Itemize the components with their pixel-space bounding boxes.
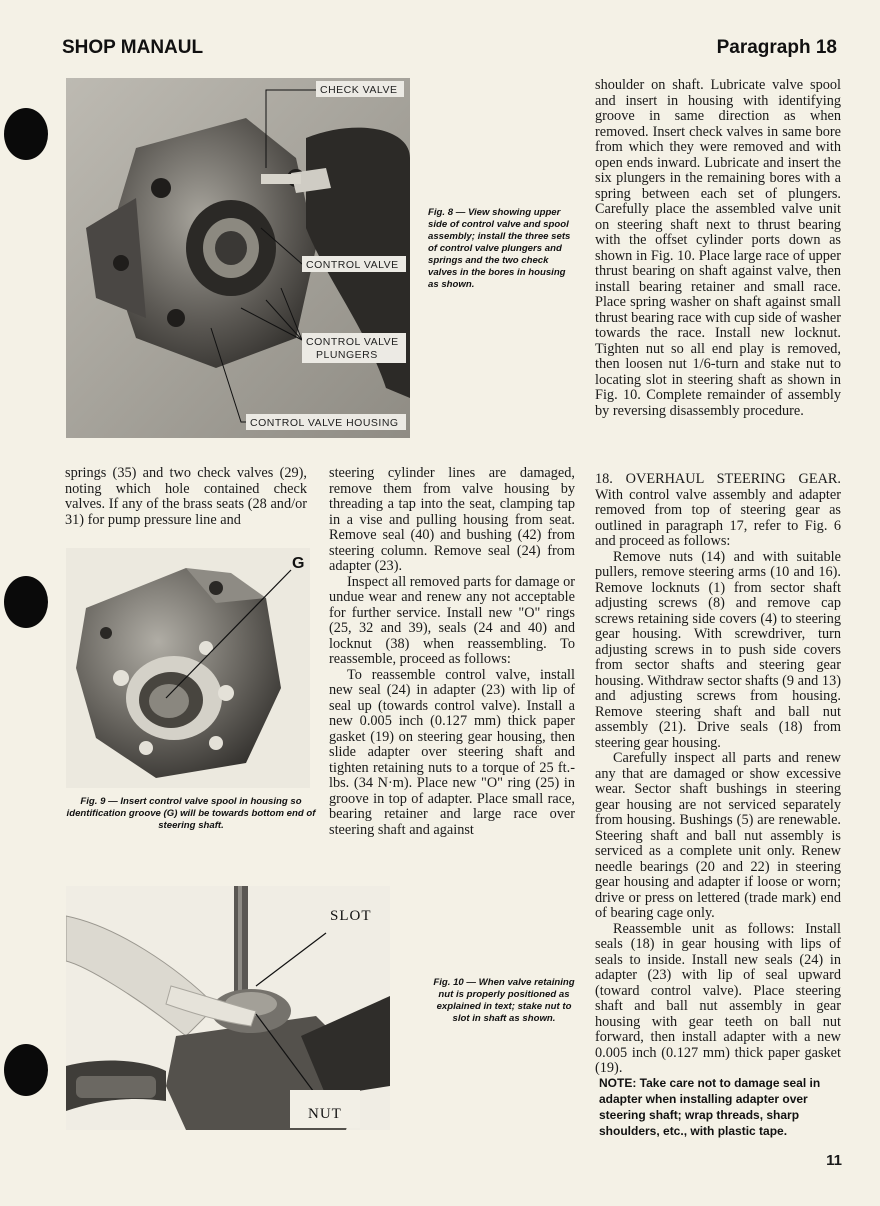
figure-9-caption: Fig. 9 — Insert control valve spool in housing so identification groove (G) will be towards bottom end of steering shaft.: [66, 796, 316, 831]
punch-hole-top: [4, 108, 48, 160]
left-column-text: [65, 466, 307, 528]
figure-10-photo: [66, 886, 390, 1130]
paragraph: springs (35) and two check valves (29), noting which hole contained check valves. If any of the brass seats (28 and/or 31) for pump pressure line and: [65, 465, 307, 528]
label-slot: SLOT: [330, 908, 372, 924]
paragraph: To reassemble control valve, install new seal (24) in adapter (23) with lip of seal up (towards control valve). Install a new 0.005 inch (0.127 mm) thick paper gasket (19) on steering gear housing, then slide adapter over steering shaft and tighten retaining nuts to a torque of 25 ft.-lbs. (34 N·m). Place new "O" ring (25) in groove in top of adapter. Place small race, bearing retainer and large race over steering shaft and against: [329, 666, 575, 838]
middle-column-text: [329, 466, 575, 838]
label-nut: NUT: [308, 1106, 342, 1122]
figure-8-caption: Fig. 8 — View showing upper side of control valve and spool assembly; install the three sets of control valve plungers and springs and the two check valves in the bores in housing as shown.: [428, 207, 571, 290]
right-column-top-text: [595, 78, 841, 419]
paragraph: Inspect all removed parts for damage or undue wear and renew any not acceptable for further service. Install new "O" rings (25, 32 and 39), seals (24 and 40) and locknut (38) when reassembling. To reassemble, proceed as follows:: [329, 573, 575, 667]
label-control-valve-plungers-line1: CONTROL VALVE: [306, 336, 399, 348]
page-number: 11: [826, 1152, 842, 1169]
paragraph: shoulder on shaft. Lubricate valve spool and insert in housing with identifying groove in same direction as when removed. Insert check valves in same bore from which they were removed and with open ends inward. Lubricate and insert the six plungers in the remaining bores with a spring between each set of plungers. Carefully place the assembled valve unit on steering shaft next to thrust bearing with the offset cylinder ports down as shown in Fig. 10. Place large race of upper thrust bearing on shaft against valve, then install bearing retainer and small race. Place spring washer on shaft against small thrust bearing race with cup side of washer towards the race. Install new locknut. Tighten nut so all end play is removed, then loosen nut 1/6-turn and stake nut to locating slot in steering shaft as shown in Fig. 10. Complete remainder of assembly by reversing disassembly procedure.: [595, 77, 841, 419]
running-header-right: Paragraph 18: [716, 37, 837, 58]
label-control-valve-housing: CONTROL VALVE HOUSING: [250, 417, 399, 429]
figure-9-photo: [66, 548, 310, 788]
paragraph: Reassemble unit as follows: Install seals (18) in gear housing with lips of seals to inside. Install new seals (24) in adapter (23) with lip of seal upward (toward control valve). Place steering shaft and ball nut assembly in gear housing with gear teeth on ball nut forward, then install adapter with a new 0.005 inch (0.127 mm) thick paper gasket (19).: [595, 920, 841, 1076]
label-control-valve: CONTROL VALVE: [306, 259, 399, 271]
right-column-lower-text: [595, 472, 841, 1077]
running-header-left: SHOP MANAUL: [62, 37, 204, 58]
paragraph: Remove nuts (14) and with suitable pullers, remove steering arms (10 and 16). Remove locknuts (1) from sector shaft adjusting screws (8) and remove cap screws retaining side covers (4) to steering gear housing. With screwdriver, turn adjusting screws in to push side covers from sector shafts and steering gear housing. Withdraw sector shafts (9 and 13) and adjusting screws from housing. Remove steering shaft and ball nut assembly (21). Drive seals (18) from steering gear housing.: [595, 548, 841, 751]
label-control-valve-plungers-line2: PLUNGERS: [316, 349, 378, 361]
paragraph: Carefully inspect all parts and renew any that are damaged or show excessive wear. Sector shaft bushings in steering gear housing are not serviced separately from housing. Bushings (5) are renewable. Steering shaft and ball nut assembly is serviced as a complete unit only. Renew needle bearings (20 and 22) in steering gear housing and adapter if loose or worn; drive or press on lettered (trade mark) end of bearing cage only.: [595, 750, 841, 921]
punch-hole-bottom: [4, 1044, 48, 1096]
punch-hole-middle: [4, 576, 48, 628]
figure-10-caption: Fig. 10 — When valve retaining nut is properly positioned as explained in text; stake nut to slot in shaft as shown.: [433, 977, 575, 1024]
label-g: G: [292, 555, 305, 572]
paragraph: steering cylinder lines are damaged, remove them from valve housing by threading a tap into the seat, clamping tap in a vise and pulling housing from seat. Remove seal (40) and bushing (42) from steering column. Remove seal (24) from adapter (23).: [329, 465, 575, 574]
label-check-valve: CHECK VALVE: [320, 84, 398, 96]
note-text: NOTE: Take care not to damage seal in adapter when installing adapter over steering shaft; wrap threads, sharp shoulders, etc., with plastic tape.: [599, 1076, 821, 1138]
figure-8-photo: [66, 78, 410, 438]
section-heading-paragraph: 18. OVERHAUL STEERING GEAR. With control valve assembly and adapter removed from top of steering gear as outlined in paragraph 17, refer to Fig. 6 and proceed as follows:: [595, 471, 841, 549]
